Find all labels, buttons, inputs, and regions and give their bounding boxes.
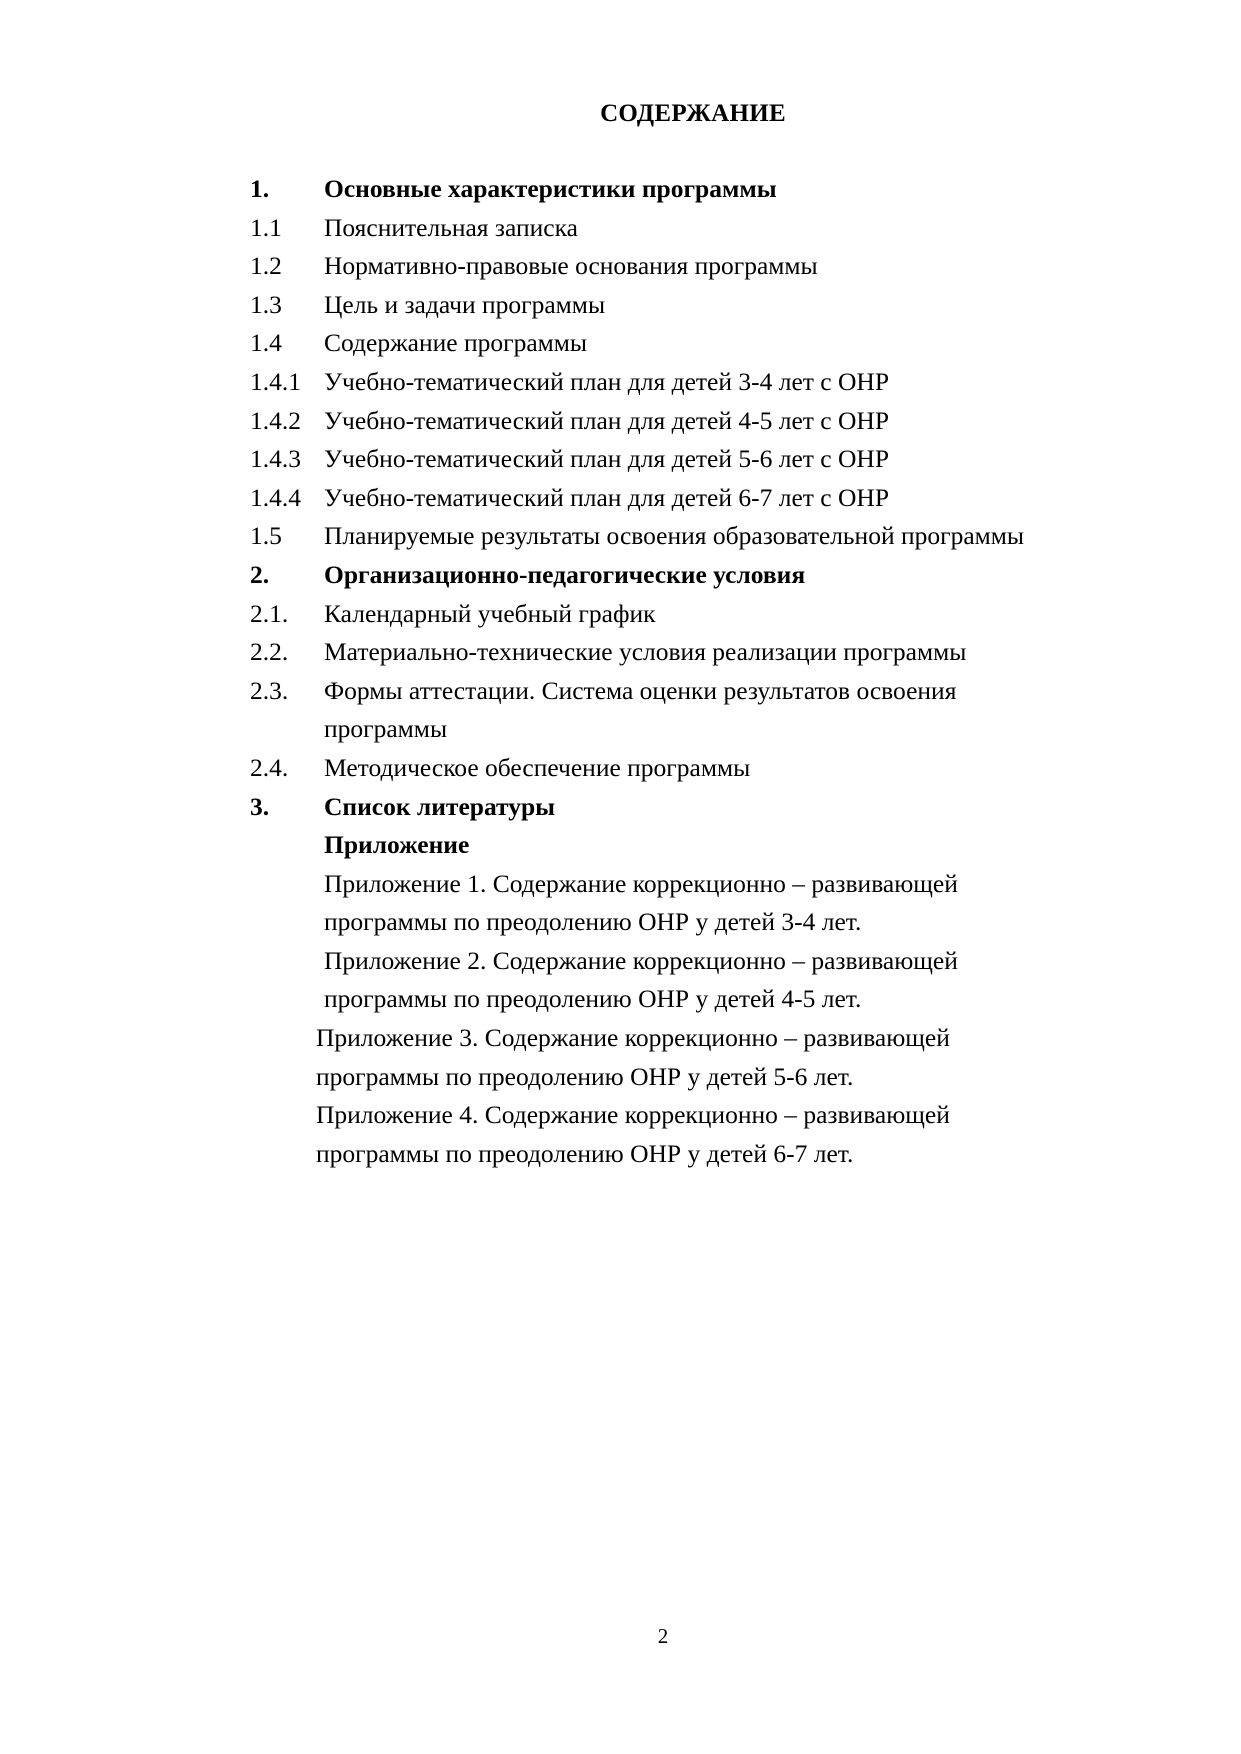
toc-entry-number: 1.4.4 xyxy=(250,482,301,512)
toc-entry-title: Методическое обеспечение программы xyxy=(324,752,751,782)
toc-entry xyxy=(250,363,1150,402)
appendix-entry-text: Приложение 2. Содержание коррекционно – развивающей программы по преодолению ОНР у детей 4-5 лет. xyxy=(324,945,958,1014)
toc-entry xyxy=(250,286,1150,325)
toc-entry-number: 1.4.2 xyxy=(250,405,301,435)
toc-entry-number: 1.4.1 xyxy=(250,366,301,396)
toc-entry-number: 1.3 xyxy=(250,289,282,319)
toc-entry-title: Учебно-тематический план для детей 3-4 лет с ОНР xyxy=(324,366,890,396)
toc-entry xyxy=(250,440,1150,479)
toc-entry-number: 3. xyxy=(250,791,270,821)
toc-entry-title: Содержание программы xyxy=(324,328,588,358)
toc-entry-number: 2.2. xyxy=(250,637,289,667)
toc-entry xyxy=(250,402,1150,441)
toc-entry-title: Формы аттестации. Система оценки результатов освоения программы xyxy=(324,675,957,744)
toc-entry xyxy=(250,324,1150,363)
page-title: СОДЕРЖАНИЕ xyxy=(600,100,786,127)
toc-entry xyxy=(250,633,1150,672)
appendix-entry xyxy=(250,865,1050,942)
appendix-entry-text: Приложение 4. Содержание коррекционно – развивающей программы по преодолению ОНР у детей 6-7 лет. xyxy=(316,1100,950,1168)
toc-entry xyxy=(250,209,1150,248)
toc-entry-number: 2.4. xyxy=(250,752,289,782)
toc-entry-title: Учебно-тематический план для детей 5-6 лет с ОНР xyxy=(324,444,890,474)
toc-entry xyxy=(250,170,1150,209)
toc-entry xyxy=(250,749,1150,788)
toc-entry xyxy=(250,247,1150,286)
toc-entry-number: 1. xyxy=(250,174,270,203)
toc-entry xyxy=(250,595,1150,634)
toc-entry-number: 1.2 xyxy=(250,251,282,281)
toc-entry-title: Основные характеристики программы xyxy=(324,174,777,203)
toc-entry-title: Список литературы xyxy=(324,791,556,821)
appendix-heading: Приложение xyxy=(324,830,470,860)
toc-entry-title: Нормативно-правовые основания программы xyxy=(324,251,818,281)
appendix-entry xyxy=(250,1096,1042,1173)
table-of-contents xyxy=(250,170,1150,1173)
toc-entry-title: Учебно-тематический план для детей 6-7 лет с ОНР xyxy=(324,482,890,512)
toc-entry xyxy=(250,672,1150,749)
toc-entry xyxy=(250,517,1150,556)
toc-entry-title: Организационно-педагогические условия xyxy=(324,559,806,589)
toc-entry-title: Пояснительная записка xyxy=(324,212,578,242)
toc-entry-title: Цель и задачи программы xyxy=(324,289,606,319)
toc-entry-number: 2.3. xyxy=(250,675,289,705)
appendix-entry xyxy=(250,1019,1042,1096)
toc-entry-number: 2. xyxy=(250,559,270,589)
toc-entry-number: 1.4.3 xyxy=(250,444,301,474)
toc-entry-number: 1.1 xyxy=(250,212,282,242)
appendix-entry xyxy=(250,942,1050,1019)
appendix-entry-text: Приложение 1. Содержание коррекционно – развивающей программы по преодолению ОНР у детей 3-4 лет. xyxy=(324,868,958,937)
appendix-entry-text: Приложение 3. Содержание коррекционно – развивающей программы по преодолению ОНР у детей 5-6 лет. xyxy=(316,1023,950,1091)
page-number: 2 xyxy=(657,1624,669,1648)
toc-entry-title: Планируемые результаты освоения образовательной программы xyxy=(324,521,1025,551)
toc-entry-number: 1.4 xyxy=(250,328,282,358)
toc-entry-title: Учебно-тематический план для детей 4-5 лет с ОНР xyxy=(324,405,890,435)
toc-entry-number: 1.5 xyxy=(250,521,282,551)
toc-entry-title: Календарный учебный график xyxy=(324,598,656,628)
toc-entry xyxy=(250,479,1150,518)
toc-entry-title: Материально-технические условия реализации программы xyxy=(324,637,967,667)
toc-entry-number: 2.1. xyxy=(250,598,289,628)
toc-entry xyxy=(250,788,1150,827)
toc-entry xyxy=(250,556,1150,595)
